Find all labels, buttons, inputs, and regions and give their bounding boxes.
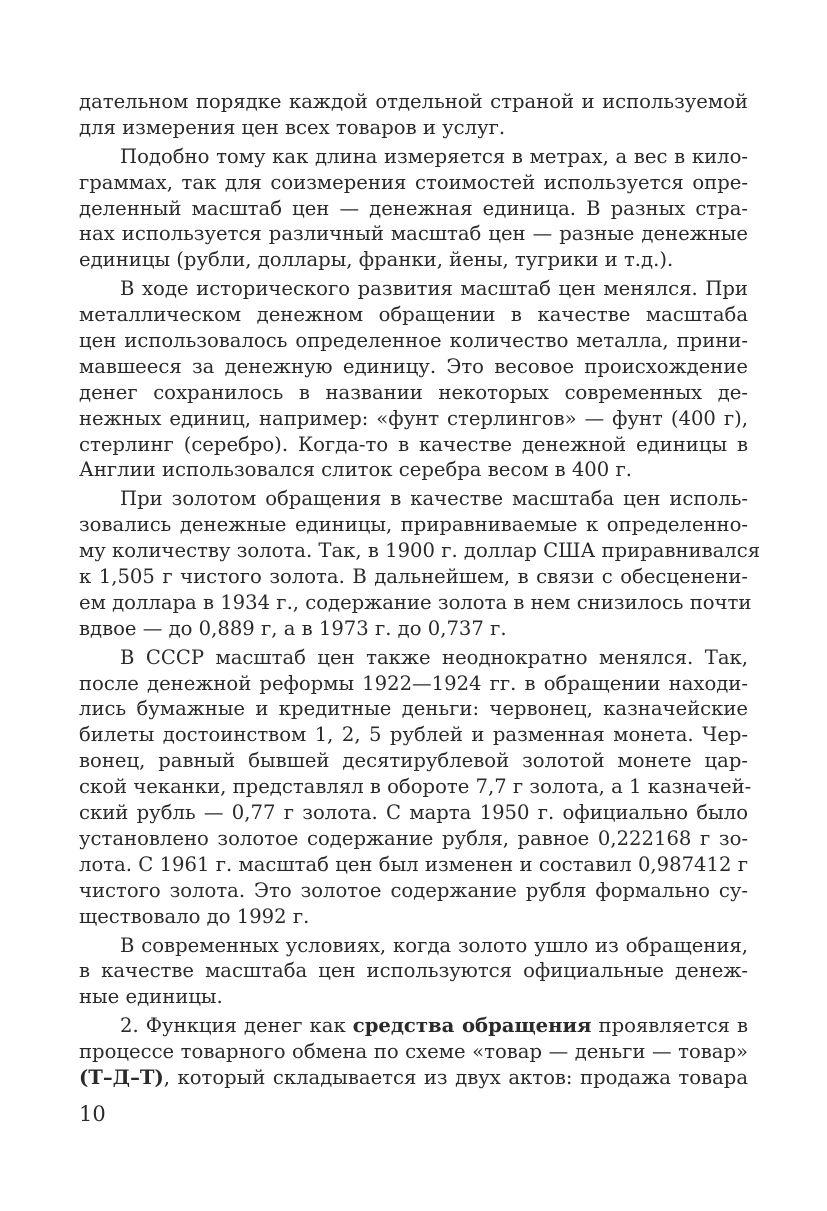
text-line: после денежной реформы 1922—1924 гг. в обращении находи-	[79, 671, 748, 695]
text-line: В СССР масштаб цен также неоднократно менялся. Так,	[120, 645, 748, 669]
text-line: установлено золотое содержание рубля, равное 0,222168 г зо-	[79, 826, 748, 850]
text-line: В ходе исторического развития масштаб цен менялся. При	[120, 277, 748, 301]
text-line: к 1,505 г чистого золота. В дальнейшем, в связи с обесценени-	[79, 565, 748, 589]
text-line: мавшееся за денежную единицу. Это весовое происхождение	[79, 354, 748, 378]
text-line: нежных единиц, например: «фунт стерлингов» — фунт (400 г),	[79, 406, 748, 430]
text-line: зовались денежные единицы, приравниваемые к определенно-	[79, 513, 748, 537]
text-segment: 2. Функция денег как	[120, 1014, 353, 1038]
text-line: Англии использовался слиток серебра весом в 400 г.	[79, 458, 632, 482]
text-line: граммах, так для соизмерения стоимостей используется опре-	[79, 170, 748, 194]
paragraph-7	[79, 1013, 748, 1091]
text-line: нах используется различный масштаб цен — разные денежные	[79, 222, 748, 246]
text-line: вдвое — до 0,889 г, а в 1973 г. до 0,737 г.	[79, 616, 507, 640]
text-line: цен использовалось определенное количество металла, прини-	[79, 329, 748, 353]
text-line: лись бумажные и кредитные деньги: червонец, казначейские	[79, 697, 748, 721]
text-line: ные единицы.	[79, 985, 223, 1009]
paragraph-6	[79, 933, 748, 1011]
text-line: В современных условиях, когда золото ушло из обращения,	[120, 933, 748, 957]
text-line: При золотом обращения в качестве масштаба цен исполь-	[120, 487, 748, 511]
text-line: вонец, равный бывшей десятирублевой золотой монете цар-	[79, 749, 748, 773]
text-line: ский рубль — 0,77 г золота. С марта 1950 г. официально было	[79, 801, 748, 825]
text-line: Подобно тому как длина измеряется в метрах, а вес в кило-	[120, 144, 748, 168]
bold-term-money-circulation: средства обращения	[352, 1014, 592, 1038]
paragraph-2	[79, 144, 748, 273]
paragraph-5	[79, 645, 752, 930]
text-line: металлическом денежном обращении в качестве масштаба	[79, 303, 748, 327]
text-segment: проявляется в	[591, 1014, 748, 1038]
text-line: ществовало до 1992 г.	[79, 904, 310, 928]
text-line	[79, 1013, 748, 1039]
text-line: деленный масштаб цен — денежная единица. В разных стра-	[79, 196, 748, 220]
text-line: ской чеканки, представлял в обороте 7,7 г золота, а 1 казначей-	[79, 775, 752, 799]
paragraph-1	[79, 89, 748, 141]
text-segment: , который складывается из двух актов: продажа товара	[163, 1065, 748, 1089]
text-line: в качестве масштаба цен используются официальные денеж-	[79, 959, 748, 983]
text-line: чистого золота. Это золотое содержание рубля формально су-	[79, 878, 748, 902]
text-line: му количеству золота. Так, в 1900 г. доллар США приравнивался	[79, 539, 761, 563]
text-line: дательном порядке каждой отдельной страной и используемой	[79, 90, 748, 113]
text-line: ем доллара в 1934 г., содержание золота в нем снизилось почти	[79, 590, 752, 614]
paragraph-4	[79, 486, 761, 641]
text-line: единицы (рубли, доллары, франки, йены, тугрики и т.д.).	[79, 248, 674, 272]
text-line: билеты достоинством 1, 2, 5 рублей и разменная монета. Чер-	[79, 723, 748, 747]
text-line: стерлинг (серебро). Когда-то в качестве денежной единицы в	[79, 432, 748, 456]
text-line: для измерения цен всех товаров и услуг.	[79, 115, 506, 139]
page-text-body	[79, 89, 761, 1091]
text-line: процессе товарного обмена по схеме «товар — деньги — товар»	[79, 1040, 748, 1064]
text-line: лота. С 1961 г. масштаб цен был изменен и составил 0,987412 г	[79, 852, 748, 876]
bold-formula-t-d-t: (Т–Д–Т)	[79, 1065, 164, 1089]
text-line: денег сохранилось в названии некоторых современных де-	[79, 380, 748, 404]
paragraph-3	[79, 276, 748, 483]
text-line	[79, 1065, 748, 1091]
page-number: 10	[79, 1102, 106, 1126]
